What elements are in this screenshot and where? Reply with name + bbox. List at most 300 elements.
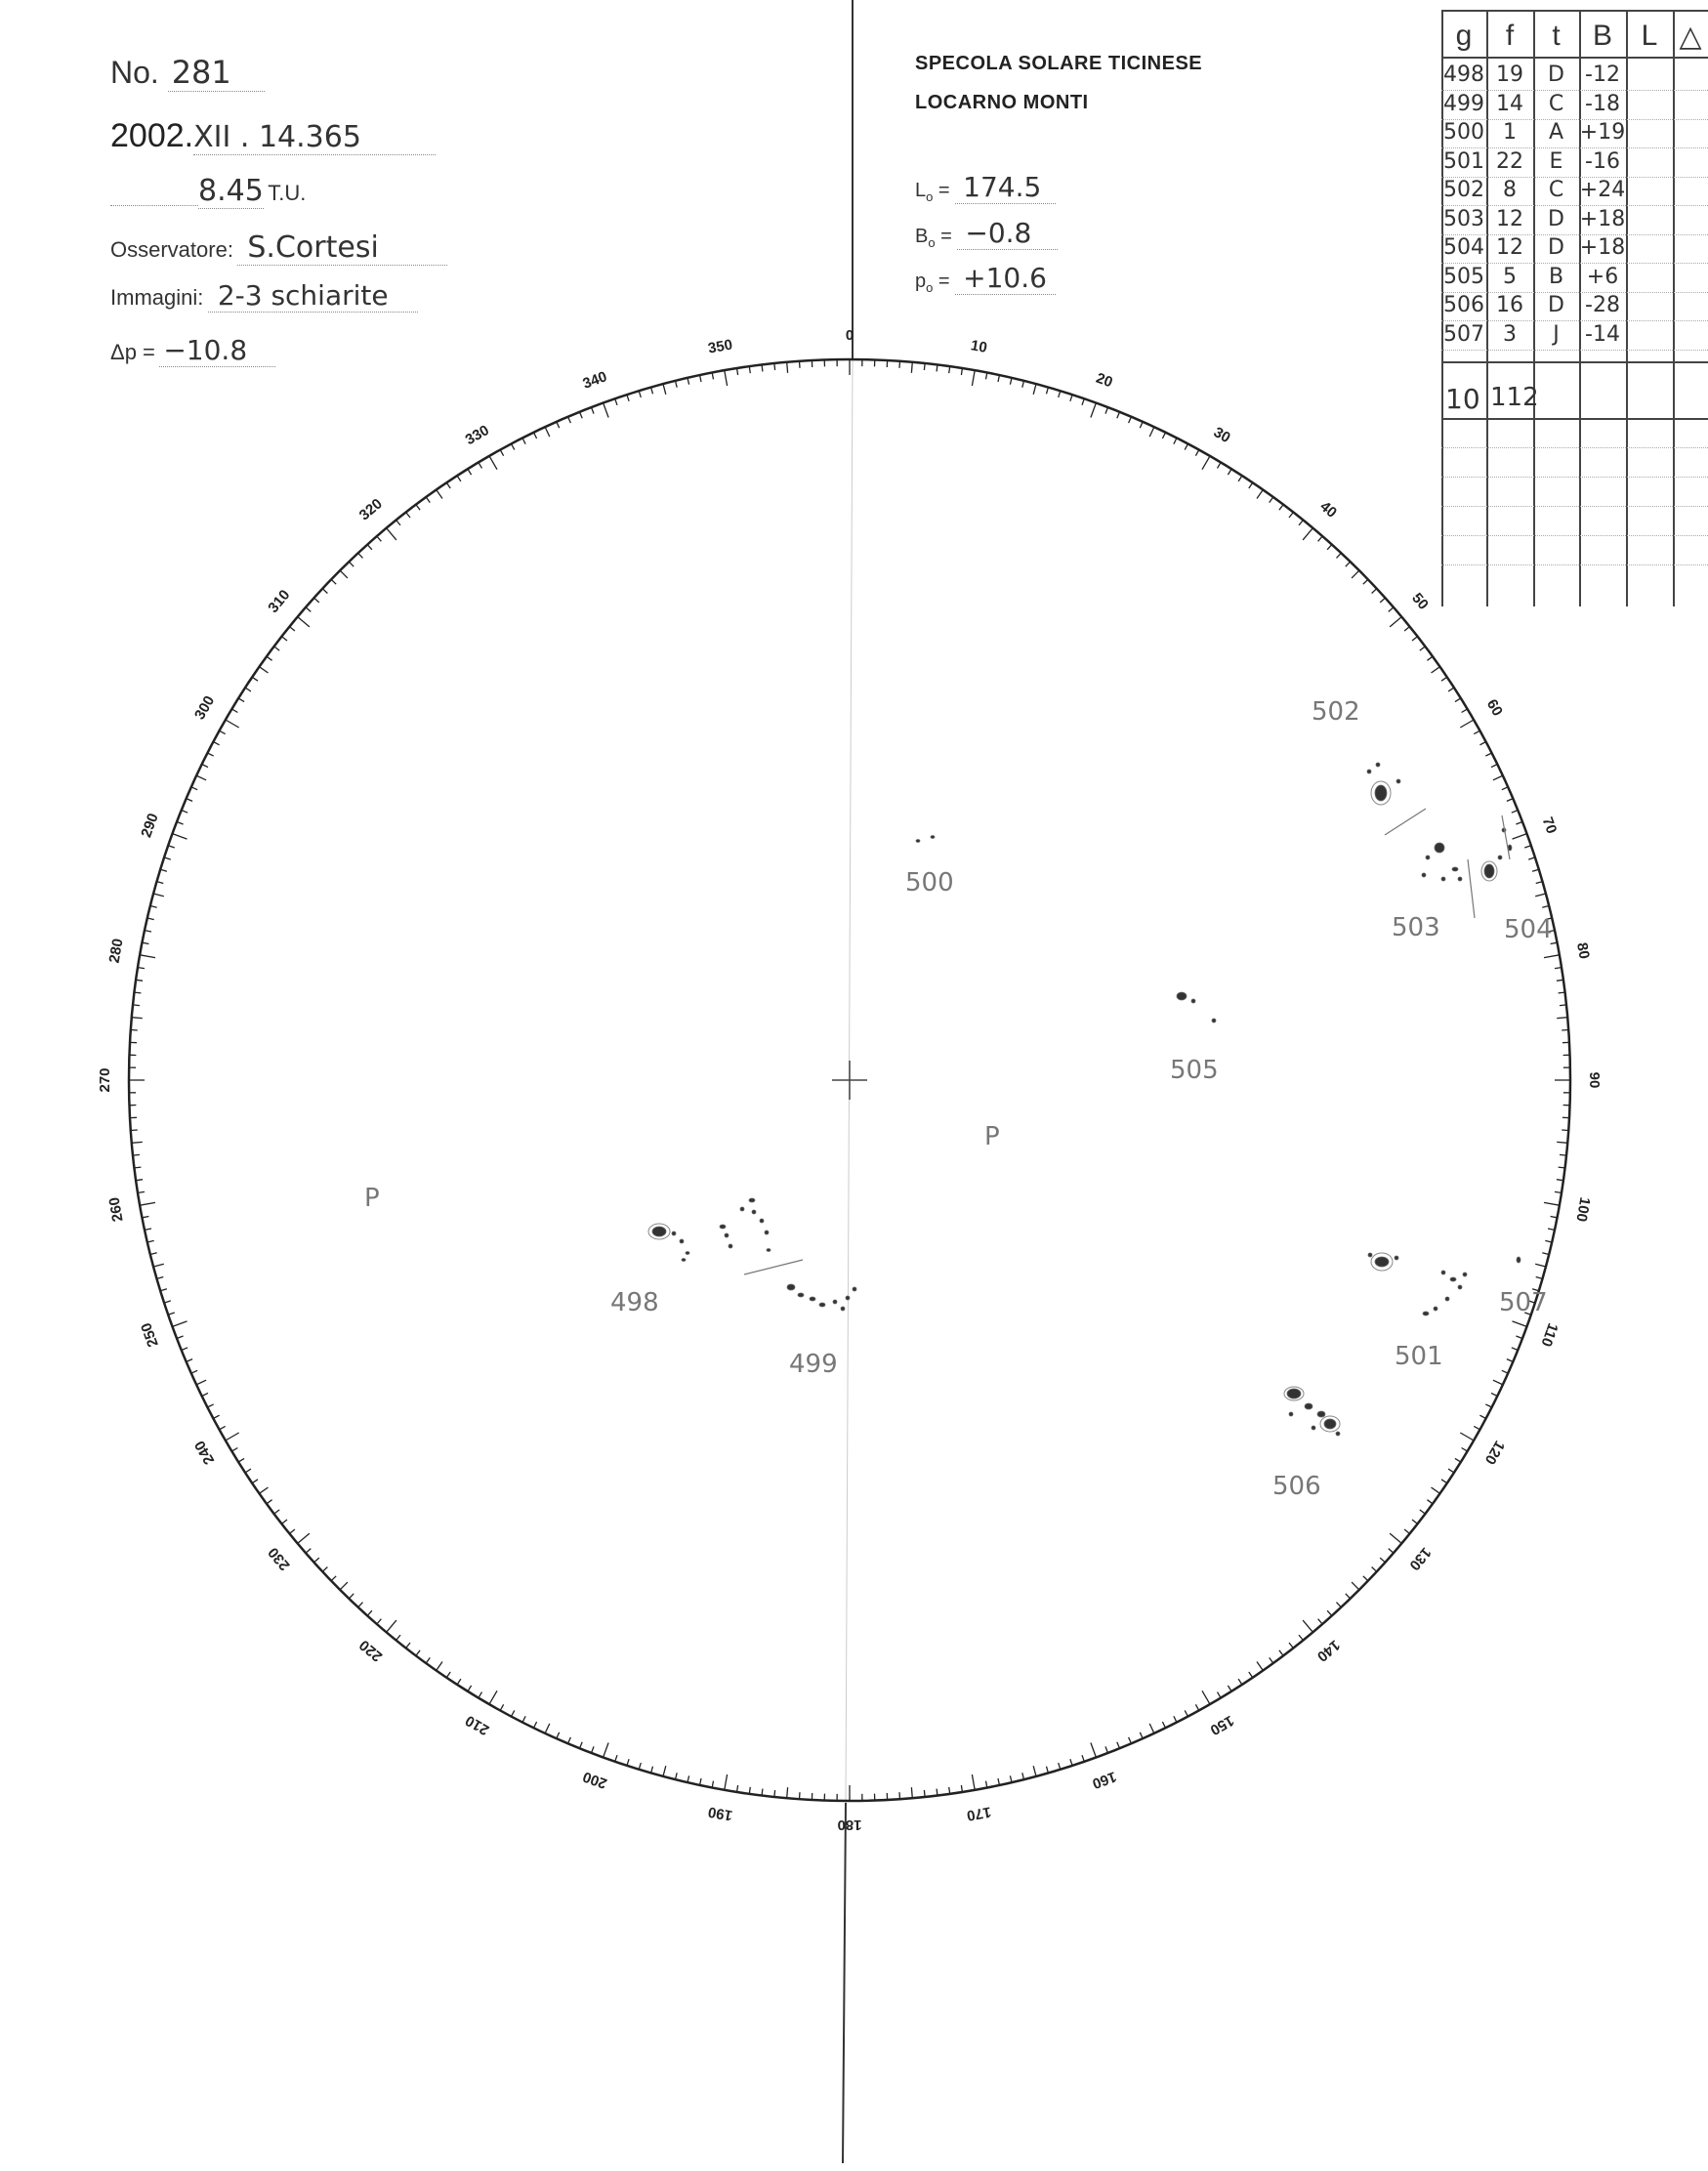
- degree-tick: [213, 1415, 219, 1418]
- degree-tick: [457, 476, 461, 481]
- degree-tick: [1070, 395, 1072, 401]
- degree-tick: [416, 505, 420, 511]
- degree-tick: [1460, 720, 1474, 728]
- sunspot: [833, 1300, 837, 1304]
- degree-tick: [1404, 627, 1409, 631]
- group-label-507: 507: [1499, 1288, 1548, 1317]
- degree-tick: [1162, 1722, 1165, 1728]
- group-label-504: 504: [1504, 915, 1553, 944]
- degree-tick: [1542, 1253, 1549, 1255]
- sunspot: [1396, 779, 1400, 783]
- sunspot: [1177, 992, 1187, 1000]
- degree-label: 310: [265, 586, 294, 616]
- degree-tick: [762, 1789, 763, 1796]
- sunspot: [752, 1210, 756, 1214]
- degree-tick: [522, 438, 525, 443]
- sunspot: [680, 1239, 684, 1243]
- degree-tick: [416, 1650, 420, 1656]
- degree-tick: [177, 1336, 184, 1339]
- degree-label: 20: [1094, 369, 1115, 392]
- images-value: 2-3 schiarite: [208, 279, 418, 313]
- sunspot: [760, 1219, 764, 1223]
- degree-tick: [534, 1722, 537, 1728]
- degree-tick: [446, 1672, 450, 1678]
- degree-tick: [298, 617, 310, 627]
- sunspot: [1212, 1019, 1216, 1023]
- degree-tick: [1412, 1520, 1418, 1524]
- degree-tick: [437, 1662, 442, 1671]
- degree-tick: [1218, 462, 1222, 468]
- sunspot: [729, 1244, 732, 1248]
- degree-tick: [140, 955, 155, 958]
- table-cell: 503: [1443, 206, 1484, 231]
- sunspot: [1289, 1412, 1293, 1416]
- degree-label: 170: [965, 1803, 993, 1824]
- degree-tick: [534, 433, 537, 438]
- degree-label: 120: [1480, 1438, 1508, 1468]
- degree-tick: [1149, 427, 1154, 437]
- sunspot: [672, 1232, 676, 1235]
- group-separator-stroke: [744, 1260, 803, 1274]
- sunspot: [1305, 1403, 1312, 1409]
- table-header-l: L: [1641, 20, 1658, 52]
- degree-tick: [260, 1487, 269, 1493]
- degree-tick: [1318, 536, 1323, 541]
- observer-label: Osservatore:: [110, 237, 233, 262]
- degree-tick: [1091, 1743, 1097, 1758]
- sunspot: [1498, 856, 1502, 859]
- degree-label: 240: [191, 1438, 219, 1468]
- degree-tick: [340, 570, 348, 578]
- degree-tick: [306, 607, 311, 612]
- po-sub: o: [926, 280, 934, 295]
- degree-tick: [1022, 381, 1024, 388]
- degree-tick: [663, 384, 666, 395]
- degree-tick: [1448, 688, 1454, 691]
- sunspot: [810, 1297, 815, 1301]
- degree-label: 50: [1408, 590, 1432, 613]
- degree-tick: [132, 1018, 143, 1019]
- degree-tick: [986, 373, 987, 380]
- degree-tick: [580, 1742, 583, 1749]
- degree-tick: [1536, 1277, 1543, 1279]
- table-cell: 501: [1443, 148, 1484, 174]
- group-separator-stroke: [1385, 809, 1426, 835]
- degree-label: 250: [138, 1320, 162, 1350]
- sunspot: [1441, 1271, 1445, 1274]
- sunspot: [682, 1259, 686, 1262]
- faint-mark: P: [364, 1184, 380, 1213]
- institution-name: SPECOLA SOLARE TICINESE: [915, 53, 1203, 74]
- degree-tick: [358, 553, 363, 558]
- degree-tick: [306, 1549, 311, 1554]
- degree-tick: [1380, 1558, 1385, 1563]
- sunspot: [1458, 877, 1462, 881]
- degree-tick: [132, 1142, 143, 1143]
- sunspot: [1376, 763, 1380, 767]
- degree-tick: [924, 1790, 925, 1797]
- degree-tick: [1562, 1030, 1568, 1031]
- degree-tick: [1542, 906, 1549, 908]
- institution-location: LOCARNO MONTI: [915, 92, 1089, 113]
- degree-tick: [140, 1202, 155, 1205]
- table-cell: -12: [1585, 63, 1620, 87]
- degree-tick: [377, 536, 382, 541]
- sunspot: [1484, 864, 1494, 878]
- sunspot: [1458, 1285, 1462, 1289]
- degree-tick: [191, 1370, 197, 1373]
- degree-tick: [202, 1393, 208, 1396]
- table-cell: D: [1548, 293, 1564, 317]
- degree-tick: [1303, 1620, 1312, 1632]
- sunspot: [1463, 1273, 1467, 1276]
- degree-tick: [226, 720, 239, 728]
- table-cell: 12: [1496, 206, 1523, 231]
- degree-tick: [687, 1775, 689, 1782]
- table-header-delta: △: [1679, 21, 1702, 53]
- group-label-498: 498: [610, 1288, 659, 1317]
- degree-tick: [676, 1773, 678, 1779]
- degree-tick: [1535, 894, 1546, 897]
- degree-tick: [1010, 378, 1012, 385]
- south-axis-line: [843, 1803, 846, 2163]
- sunspot: [1367, 770, 1371, 773]
- degree-tick: [1562, 1130, 1568, 1131]
- delta-p-value: −10.8: [159, 334, 275, 367]
- table-cell: 506: [1443, 293, 1484, 317]
- table-cell: +19: [1579, 120, 1626, 145]
- degree-tick: [1327, 1610, 1332, 1615]
- lo-row: $L_o = 174.5$: [915, 171, 1056, 204]
- degree-tick: [1560, 1005, 1566, 1006]
- degree-tick: [1352, 570, 1359, 578]
- degree-tick: [651, 1767, 653, 1774]
- degree-tick: [557, 422, 560, 428]
- degree-label: 210: [462, 1711, 492, 1738]
- degree-tick: [396, 1635, 400, 1640]
- table-cell: D: [1548, 63, 1564, 87]
- degree-tick: [260, 667, 269, 673]
- degree-tick: [1390, 617, 1401, 627]
- degree-tick: [1432, 1487, 1440, 1493]
- degree-tick: [1512, 1348, 1519, 1351]
- table-header-t: t: [1552, 20, 1561, 52]
- degree-tick: [924, 363, 925, 370]
- degree-tick: [1560, 1154, 1566, 1155]
- degree-tick: [387, 1620, 396, 1632]
- degree-tick: [191, 787, 197, 790]
- degree-tick: [568, 1737, 571, 1743]
- group-label-501: 501: [1395, 1342, 1443, 1371]
- degree-tick: [592, 407, 595, 414]
- degree-tick: [164, 1301, 171, 1303]
- degree-tick: [147, 1240, 154, 1242]
- degree-tick: [157, 1277, 164, 1279]
- degree-tick: [1389, 607, 1394, 612]
- table-cell: -14: [1585, 321, 1620, 347]
- degree-tick: [1202, 456, 1210, 470]
- degree-tick: [133, 1005, 140, 1006]
- table-cell: 500: [1443, 120, 1484, 145]
- sheet-number-label: No.: [110, 55, 159, 90]
- degree-tick: [226, 1433, 239, 1440]
- degree-tick: [762, 365, 763, 372]
- table-cell: +18: [1579, 235, 1626, 260]
- delta-p-label: Δp =: [110, 340, 155, 364]
- sunspot: [1426, 856, 1430, 859]
- degree-tick: [396, 521, 400, 525]
- degree-tick: [1524, 846, 1531, 848]
- degree-tick: [1195, 450, 1198, 456]
- degree-tick: [468, 1686, 472, 1691]
- degree-tick: [147, 918, 154, 920]
- degree-tick: [202, 765, 208, 768]
- degree-label: 110: [1537, 1320, 1562, 1350]
- table-cell: -18: [1585, 91, 1620, 116]
- degree-tick: [1441, 1480, 1447, 1483]
- group-separator-stroke: [1468, 859, 1475, 918]
- degree-tick: [1502, 787, 1508, 790]
- degree-tick: [1327, 545, 1332, 550]
- degree-tick: [1474, 1426, 1479, 1429]
- sunspot: [749, 1198, 755, 1202]
- table-cell: E: [1549, 148, 1563, 174]
- degree-label: 140: [1313, 1636, 1344, 1665]
- degree-tick: [800, 1792, 801, 1799]
- degree-tick: [387, 528, 396, 540]
- degree-tick: [220, 1426, 226, 1429]
- sunspot: [798, 1293, 804, 1297]
- degree-tick: [1195, 1704, 1198, 1710]
- degree-tick: [1346, 1594, 1351, 1599]
- degree-tick: [1551, 1217, 1558, 1218]
- degree-tick: [899, 1792, 900, 1799]
- degree-tick: [545, 1724, 550, 1733]
- degree-tick: [1420, 647, 1426, 650]
- degree-tick: [627, 395, 629, 401]
- degree-tick: [1337, 1603, 1342, 1607]
- degree-tick: [173, 834, 187, 840]
- sunspot: [1517, 1257, 1521, 1263]
- table-cell: +18: [1579, 206, 1626, 231]
- degree-tick: [899, 361, 900, 368]
- degree-tick: [774, 363, 775, 370]
- table-cell: 19: [1496, 63, 1523, 87]
- observer-value: S.Cortesi: [237, 230, 447, 266]
- degree-tick: [182, 1348, 188, 1351]
- degree-tick: [1091, 403, 1097, 418]
- degree-tick: [1140, 422, 1143, 428]
- degree-tick: [1372, 589, 1377, 594]
- degree-tick: [377, 1619, 382, 1624]
- degree-tick: [187, 799, 192, 802]
- degree-tick: [1441, 677, 1447, 681]
- table-header-g: g: [1455, 20, 1473, 52]
- table-cell: -28: [1585, 293, 1620, 317]
- table-cell: 505: [1443, 264, 1484, 289]
- degree-label: 350: [706, 336, 734, 357]
- degree-tick: [545, 427, 550, 437]
- degree-tick: [986, 1781, 987, 1788]
- degree-tick: [1420, 1510, 1426, 1514]
- degree-tick: [1249, 482, 1253, 488]
- degree-label: 230: [265, 1544, 294, 1574]
- degree-tick: [1070, 1759, 1072, 1766]
- degree-tick: [457, 1679, 461, 1685]
- degree-tick: [604, 1743, 609, 1758]
- sunspot: [1375, 1257, 1389, 1267]
- degree-tick: [1432, 667, 1440, 673]
- degree-tick: [1228, 1686, 1231, 1691]
- degree-tick: [911, 362, 912, 373]
- degree-label: 260: [105, 1195, 127, 1224]
- group-label-499: 499: [789, 1350, 838, 1379]
- degree-tick: [1507, 799, 1513, 802]
- degree-tick: [290, 627, 295, 631]
- degree-tick: [1346, 562, 1351, 566]
- table-cell: 3: [1503, 321, 1517, 347]
- degree-tick: [1390, 1533, 1401, 1543]
- degree-tick: [1559, 1167, 1565, 1168]
- table-cell: -16: [1585, 148, 1620, 174]
- degree-tick: [1491, 765, 1497, 768]
- degree-label: 0: [845, 326, 854, 344]
- degree-tick: [651, 388, 653, 395]
- degree-tick: [168, 846, 175, 848]
- degree-tick: [604, 403, 609, 418]
- degree-tick: [133, 1154, 140, 1155]
- degree-tick: [1462, 709, 1468, 713]
- degree-label: 100: [1572, 1195, 1594, 1224]
- table-cell: 499: [1443, 91, 1484, 116]
- table-cell: 504: [1443, 235, 1484, 260]
- sunspot: [1445, 1297, 1449, 1301]
- degree-tick: [1140, 1733, 1143, 1738]
- degree-tick: [358, 1603, 363, 1607]
- sunspot: [1434, 1307, 1437, 1311]
- degree-tick: [1557, 1142, 1567, 1143]
- sunspot: [1287, 1389, 1301, 1399]
- degree-tick: [143, 942, 149, 943]
- sunspot: [1423, 1312, 1429, 1315]
- degree-tick: [157, 882, 164, 884]
- degree-tick: [245, 688, 251, 691]
- sunspot: [1312, 1426, 1315, 1430]
- degree-tick: [972, 1774, 975, 1790]
- degree-tick: [150, 906, 157, 908]
- degree-tick: [164, 857, 171, 859]
- sunspot: [853, 1287, 856, 1291]
- degree-tick: [1493, 1380, 1503, 1385]
- degree-tick: [1462, 1448, 1468, 1452]
- degree-tick: [1363, 579, 1368, 584]
- lo-label: L: [915, 180, 927, 201]
- degree-tick: [298, 1533, 310, 1543]
- degree-tick: [231, 1448, 237, 1452]
- degree-tick: [173, 1321, 187, 1327]
- po-row: $p_o = +10.6$: [915, 262, 1056, 295]
- degree-tick: [143, 1217, 149, 1218]
- degree-tick: [1545, 1240, 1552, 1242]
- degree-label: 220: [355, 1636, 386, 1665]
- degree-tick: [213, 742, 219, 745]
- sunspot: [916, 840, 920, 843]
- degree-tick: [322, 589, 327, 594]
- table-cell: 507: [1443, 321, 1484, 347]
- degree-tick: [500, 450, 503, 456]
- degree-tick: [426, 1657, 430, 1663]
- degree-label: 130: [1405, 1544, 1435, 1574]
- table-cell: +6: [1586, 264, 1619, 289]
- degree-tick: [1303, 528, 1312, 540]
- degree-label: 60: [1482, 696, 1506, 720]
- degree-tick: [1502, 1370, 1508, 1373]
- degree-tick: [1389, 1549, 1394, 1554]
- degree-tick: [712, 1781, 713, 1788]
- degree-tick: [1485, 1404, 1491, 1407]
- sunspot: [1435, 843, 1444, 853]
- degree-tick: [512, 443, 515, 449]
- degree-label: 150: [1207, 1711, 1237, 1738]
- degree-tick: [1544, 955, 1560, 958]
- degree-label: 200: [580, 1768, 609, 1792]
- degree-tick: [150, 1253, 157, 1255]
- degree-tick: [1493, 775, 1503, 780]
- degree-tick: [1380, 598, 1385, 603]
- degree-tick: [1238, 1679, 1242, 1685]
- degree-tick: [1105, 1746, 1108, 1753]
- group-label-505: 505: [1170, 1056, 1219, 1085]
- degree-tick: [800, 361, 801, 368]
- degree-tick: [1289, 512, 1293, 518]
- degree-tick: [153, 1264, 164, 1267]
- degree-tick: [500, 1704, 503, 1710]
- degree-tick: [1082, 1755, 1084, 1762]
- group-label-503: 503: [1392, 913, 1440, 942]
- degree-tick: [479, 462, 482, 468]
- degree-tick: [131, 1130, 138, 1131]
- po-label: p: [915, 271, 927, 292]
- sunspot: [720, 1225, 726, 1229]
- date-value: XII . 14.365: [193, 120, 436, 155]
- degree-tick: [274, 1510, 280, 1514]
- degree-tick: [1033, 1766, 1036, 1776]
- date-year: 2002.: [110, 117, 194, 154]
- sunspot: [1368, 1253, 1372, 1257]
- bo-label: B: [915, 226, 929, 247]
- degree-tick: [1010, 1775, 1012, 1782]
- degree-tick: [1105, 407, 1108, 414]
- degree-tick: [1448, 1469, 1454, 1473]
- lo-value: 174.5: [955, 171, 1056, 204]
- degree-tick: [1404, 1529, 1409, 1533]
- table-cell: 502: [1443, 178, 1484, 202]
- degree-label: 320: [355, 495, 386, 524]
- degree-tick: [267, 1500, 272, 1504]
- degree-label: 330: [462, 422, 492, 449]
- degree-tick: [479, 1692, 482, 1698]
- degree-tick: [182, 811, 188, 814]
- degree-tick: [207, 1404, 213, 1407]
- faint-mark: P: [984, 1122, 1000, 1151]
- degree-tick: [367, 545, 372, 550]
- degree-tick: [1535, 1264, 1546, 1267]
- sunspot: [1324, 1419, 1336, 1429]
- degree-tick: [1022, 1773, 1024, 1779]
- degree-tick: [1363, 1576, 1368, 1581]
- degree-tick: [1479, 742, 1485, 745]
- degree-tick: [1249, 1672, 1253, 1678]
